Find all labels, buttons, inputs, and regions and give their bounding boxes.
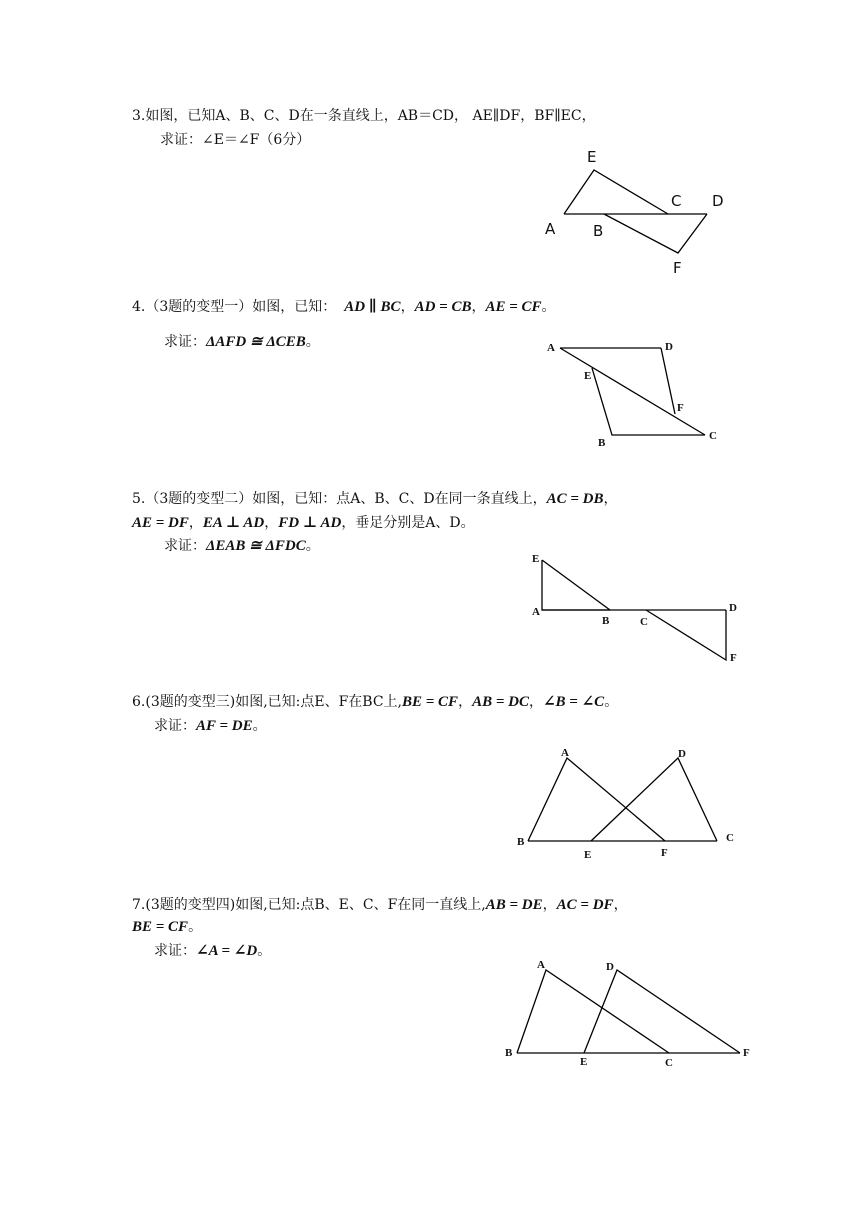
- q3-label-b: B: [593, 222, 604, 240]
- q7-label-d: D: [606, 961, 614, 973]
- q5-statement-1: [132, 490, 618, 508]
- q5-tail: ，垂足分别是A、D。: [341, 515, 475, 531]
- q5-prefix: 5.（3题的变型二）如图，已知：点A、B、C、D在同一条直线上，: [132, 491, 547, 507]
- q6-sep-1: ，: [458, 694, 473, 710]
- q4-given-3: AE = CF: [485, 299, 542, 315]
- q4-prove-math: ΔAFD ≅ ΔCEB: [206, 334, 306, 350]
- q7-label-e: E: [580, 1056, 588, 1068]
- q4-label-e: E: [584, 370, 592, 382]
- q6-label-f: F: [661, 847, 668, 859]
- q5-statement-2: [132, 514, 475, 532]
- q4-label-a: A: [547, 342, 555, 354]
- q5-label-f: F: [730, 652, 737, 664]
- q5-given-4: FD ⊥ AD: [278, 515, 342, 531]
- q7-given-1: AB = DE: [485, 897, 543, 913]
- q6-end: 。: [604, 694, 619, 710]
- q5-prove-label: 求证：: [164, 538, 206, 554]
- q5-line-eb: [542, 560, 610, 610]
- q7-triangle-abc: [517, 970, 669, 1053]
- q5-label-b: B: [602, 615, 610, 627]
- q6-sep-2: ，: [528, 694, 543, 710]
- q5-label-c: C: [640, 616, 648, 628]
- q7-label-c: C: [665, 1057, 673, 1069]
- q4-prove-end: 。: [305, 334, 320, 350]
- q5-sep-2: ，: [188, 515, 203, 531]
- q5-given-3: EA ⊥ AD: [202, 515, 265, 531]
- q4-label-c: C: [709, 430, 717, 442]
- q3-label-e: E: [587, 148, 597, 166]
- q4-label-d: D: [665, 341, 673, 353]
- q5-prove-math: ΔEAB ≅ ΔFDC: [206, 538, 306, 554]
- q7-prefix: 7.(3题的变型四)如图,已知:点B、E、C、F在同一直线上,: [132, 897, 486, 913]
- q5-label-d: D: [729, 602, 737, 614]
- q4-prefix: 4.（3题的变型一）如图，已知：: [132, 299, 337, 315]
- q6-prove-math: AF = DE: [196, 718, 253, 734]
- q3-prove: 求证：∠E＝∠F（6分）: [160, 132, 311, 148]
- q6-statement: [132, 693, 618, 711]
- q3-triangle-aec: [564, 170, 668, 214]
- q3-figure: [540, 145, 740, 285]
- q4-given-1: AD ∥ BC: [344, 299, 401, 315]
- q7-prove-math: ∠A = ∠D: [196, 943, 258, 959]
- q5-line-cfd: [646, 610, 726, 660]
- q4-label-f: F: [677, 402, 684, 414]
- q5-prove-end: 。: [305, 538, 320, 554]
- q7-prove-label: 求证：: [154, 943, 196, 959]
- q6-given-2: AB = DC: [472, 694, 529, 710]
- q5-given-1: AC = DB: [546, 491, 604, 507]
- q4-sep-1: ，: [400, 299, 415, 315]
- q4-prove-label: 求证：: [164, 334, 206, 350]
- q5-sep-3: ，: [264, 515, 279, 531]
- q4-label-b: B: [598, 437, 606, 449]
- q5-given-2: AE = DF: [132, 515, 189, 531]
- q6-prove: [154, 717, 267, 735]
- q5-sep-1: ，: [603, 491, 618, 507]
- q7-sep-1: ，: [542, 897, 557, 913]
- q5-label-a: A: [532, 606, 540, 618]
- q6-prove-end: 。: [252, 718, 267, 734]
- q6-given-3: ∠B = ∠C: [542, 694, 605, 710]
- q6-triangle-abf: [528, 758, 665, 841]
- q6-label-e: E: [584, 849, 592, 861]
- q6-prove-label: 求证：: [154, 718, 196, 734]
- q4-given-2: AD = CB: [414, 299, 472, 315]
- q4-line-dfb: [661, 348, 675, 414]
- q5-label-e: E: [532, 553, 540, 565]
- q6-label-d: D: [678, 748, 686, 760]
- q4-line-ac: [560, 348, 705, 435]
- q7-statement-1: [132, 896, 628, 914]
- q4-statement: [132, 298, 556, 316]
- q7-prove: [154, 942, 271, 960]
- q7-label-a: A: [537, 959, 545, 971]
- q6-figure: [510, 740, 750, 865]
- q3-label-d: D: [712, 192, 724, 210]
- q4-prove: [164, 333, 320, 351]
- q3-label-a: A: [545, 220, 556, 238]
- q6-triangle-dec: [591, 758, 717, 841]
- q6-label-a: A: [561, 747, 569, 759]
- q7-label-b: B: [505, 1047, 513, 1059]
- q4-figure: [540, 335, 740, 450]
- q3-label-c: C: [671, 192, 682, 210]
- q7-end: 。: [188, 919, 203, 935]
- q7-figure: [500, 955, 760, 1075]
- q6-prefix: 6.(3题的变型三)如图,已知:点E、F在BC上,: [132, 694, 402, 710]
- q7-label-f: F: [743, 1047, 750, 1059]
- q4-sep-2: ，: [471, 299, 486, 315]
- q6-label-b: B: [517, 836, 525, 848]
- q7-given-2: AC = DF: [556, 897, 614, 913]
- q3-triangle-bfd: [604, 214, 707, 253]
- q7-given-3: BE = CF: [132, 919, 189, 935]
- q7-prove-end: 。: [257, 943, 272, 959]
- q3-label-f: F: [673, 259, 682, 277]
- q3-statement: 3.如图，已知A、B、C、D在一条直线上，AB＝CD， AE∥DF，BF∥EC，: [132, 108, 596, 124]
- q7-statement-2: [132, 918, 202, 936]
- q6-given-1: BE = CF: [402, 694, 459, 710]
- q5-figure: [525, 548, 755, 668]
- q6-label-c: C: [726, 832, 734, 844]
- q7-sep-2: ，: [613, 897, 628, 913]
- q4-end: 。: [541, 299, 556, 315]
- q5-prove: [164, 537, 320, 555]
